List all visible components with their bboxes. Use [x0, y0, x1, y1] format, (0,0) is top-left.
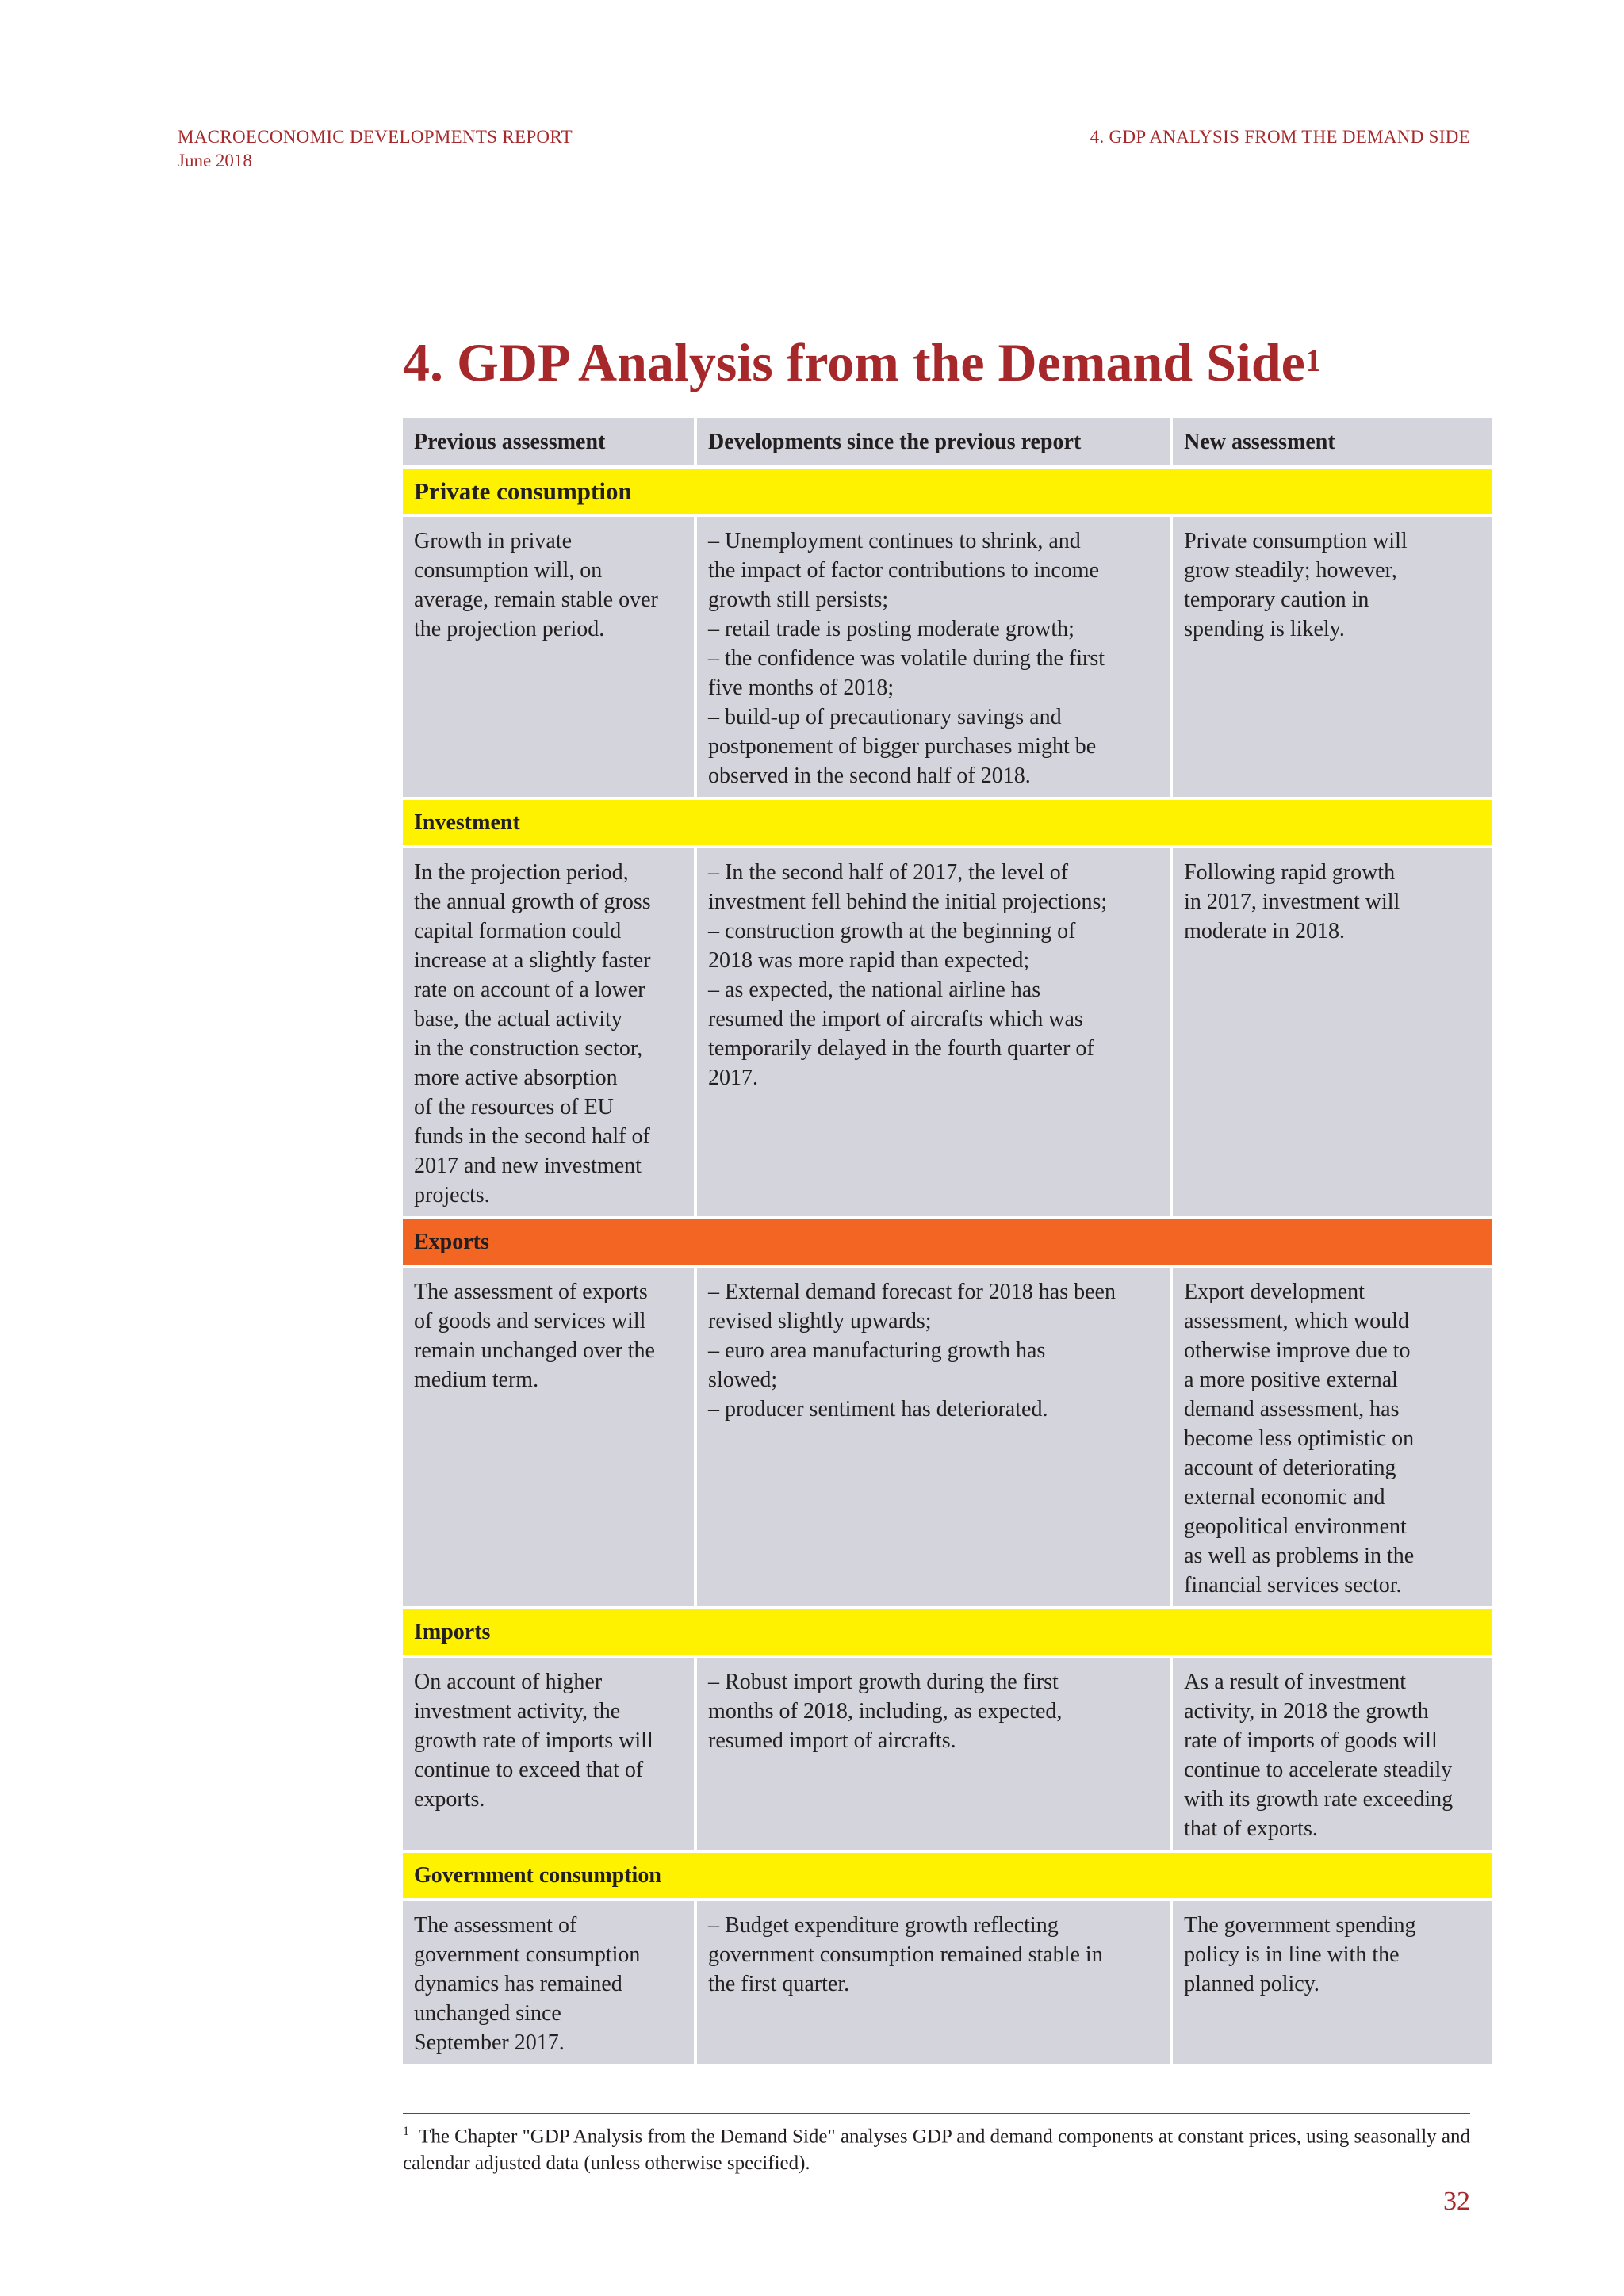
cell-text-line: in 2017, investment will [1184, 890, 1400, 914]
cell-text-line: Following rapid growth [1184, 860, 1396, 885]
cell-text-line: September 2017. [414, 2030, 565, 2055]
running-header-left [178, 125, 573, 173]
cell-text-line: revised slightly upwards; [708, 1309, 932, 1334]
cell-text-line: remain unchanged over the [414, 1338, 655, 1363]
cell-text-line: Growth in private [414, 529, 573, 553]
cell-text-line: – Budget expenditure growth reflecting [708, 1913, 1059, 1938]
section-title: Exports [403, 1219, 1492, 1265]
cell-text-line: the projection period. [414, 617, 605, 641]
cell-text-line: rate of imports of goods will [1184, 1728, 1438, 1753]
cell-text-line: otherwise improve due to [1184, 1338, 1411, 1363]
cell-text-line: The assessment of exports [414, 1280, 648, 1304]
table-row [403, 1901, 1492, 2064]
cell-text-line: temporarily delayed in the fourth quarter of [708, 1036, 1094, 1061]
cell-new-investment [1173, 848, 1492, 1216]
cell-text-line: unchanged since [414, 2001, 561, 2026]
cell-text-line: – euro area manufacturing growth has [708, 1338, 1046, 1363]
column-header-new: New assessment [1173, 418, 1492, 465]
running-header-right [1090, 125, 1470, 149]
cell-text-line: capital formation could [414, 919, 622, 943]
page-title [403, 327, 1321, 398]
report-title: MACROECONOMIC DEVELOPMENTS REPORT [178, 127, 573, 147]
cell-developments-private-consumption [697, 517, 1170, 797]
cell-text-line: exports. [414, 1787, 485, 1812]
cell-text-line: – build-up of precautionary savings and [708, 705, 1062, 729]
cell-text-line: increase at a slightly faster [414, 948, 651, 973]
page-title-text: 4. GDP Analysis from the Demand Side [403, 332, 1305, 392]
cell-text-line: months of 2018, including, as expected, [708, 1699, 1063, 1724]
cell-text-line: that of exports. [1184, 1816, 1318, 1841]
cell-text-line: continue to accelerate steadily [1184, 1758, 1453, 1782]
cell-previous-investment [403, 848, 694, 1216]
cell-new-exports [1173, 1268, 1492, 1606]
cell-previous-exports [403, 1268, 694, 1606]
cell-text-line: rate on account of a lower [414, 978, 645, 1002]
cell-text-line: in the construction sector, [414, 1036, 643, 1061]
cell-new-imports [1173, 1658, 1492, 1850]
footnote-marker: 1 [403, 2125, 409, 2138]
cell-text-line: resumed import of aircrafts. [708, 1728, 956, 1753]
section-row-investment [403, 800, 1492, 845]
cell-developments-government-consumption [697, 1901, 1170, 2064]
footnote-text: The Chapter "GDP Analysis from the Demand Side" analyses GDP and demand components at constant prices, using seasonally and calendar adjusted data (unless otherwise specified). [403, 2126, 1470, 2175]
cell-text-line: – External demand forecast for 2018 has been [708, 1280, 1116, 1304]
cell-previous-government-consumption [403, 1901, 694, 2064]
cell-text-line: grow steadily; however, [1184, 558, 1397, 583]
cell-text-line: The government spending [1184, 1913, 1416, 1938]
cell-text-line: the impact of factor contributions to income [708, 558, 1100, 583]
cell-text-line: 2017 and new investment [414, 1154, 642, 1178]
table-body [403, 469, 1492, 2064]
cell-text-line: investment activity, the [414, 1699, 621, 1724]
cell-text-line: financial services sector. [1184, 1573, 1402, 1598]
cell-text-line: investment fell behind the initial projections; [708, 890, 1108, 914]
footnote-rule [403, 2113, 1470, 2114]
cell-developments-exports [697, 1268, 1170, 1606]
cell-text-line: consumption will, on [414, 558, 603, 583]
cell-text-line: – Robust import growth during the first [708, 1670, 1059, 1694]
table-header-row [403, 418, 1492, 465]
column-header-previous: Previous assessment [403, 418, 694, 465]
cell-text-line: – construction growth at the beginning of [708, 919, 1076, 943]
cell-text-line: postponement of bigger purchases might be [708, 734, 1097, 759]
cell-text-line: planned policy. [1184, 1972, 1320, 1996]
cell-text-line: – In the second half of 2017, the level of [708, 860, 1069, 885]
cell-text-line: 2017. [708, 1066, 759, 1090]
chapter-label: 4. GDP ANALYSIS FROM THE DEMAND SIDE [1090, 127, 1470, 147]
cell-text-line: Export development [1184, 1280, 1365, 1304]
cell-new-government-consumption [1173, 1901, 1492, 2064]
cell-developments-imports [697, 1658, 1170, 1850]
section-title: Investment [403, 800, 1492, 845]
table-row [403, 517, 1492, 797]
cell-text-line: – as expected, the national airline has [708, 978, 1041, 1002]
cell-previous-imports [403, 1658, 694, 1850]
cell-text-line: spending is likely. [1184, 617, 1345, 641]
section-title: Imports [403, 1609, 1492, 1655]
cell-text-line: of the resources of EU [414, 1095, 614, 1119]
report-date: June 2018 [178, 151, 252, 170]
cell-text-line: government consumption remained stable in [708, 1942, 1103, 1967]
cell-text-line: medium term. [414, 1368, 539, 1392]
cell-new-private-consumption [1173, 517, 1492, 797]
section-title: Private consumption [403, 469, 1492, 514]
cell-text-line: Private consumption will [1184, 529, 1408, 553]
cell-text-line: external economic and [1184, 1485, 1385, 1510]
cell-text-line: On account of higher [414, 1670, 603, 1694]
cell-text-line: base, the actual activity [414, 1007, 622, 1031]
cell-text-line: demand assessment, has [1184, 1397, 1400, 1422]
cell-text-line: continue to exceed that of [414, 1758, 644, 1782]
cell-text-line: the annual growth of gross [414, 890, 651, 914]
title-footnote-marker: 1 [1304, 342, 1321, 378]
cell-text-line: become less optimistic on [1184, 1426, 1415, 1451]
cell-text-line: policy is in line with the [1184, 1942, 1400, 1967]
cell-text-line: As a result of investment [1184, 1670, 1407, 1694]
cell-text-line: government consumption [414, 1942, 641, 1967]
cell-text-line: geopolitical environment [1184, 1514, 1407, 1539]
cell-text-line: – the confidence was volatile during the first [708, 646, 1105, 671]
cell-previous-private-consumption [403, 517, 694, 797]
table-row [403, 1268, 1492, 1606]
section-title: Government consumption [403, 1853, 1492, 1898]
cell-text-line: growth rate of imports will [414, 1728, 653, 1753]
cell-text-line: moderate in 2018. [1184, 919, 1346, 943]
cell-text-line: projects. [414, 1183, 490, 1207]
cell-text-line: 2018 was more rapid than expected; [708, 948, 1030, 973]
cell-text-line: – retail trade is posting moderate growth; [708, 617, 1074, 641]
section-row-government-consumption [403, 1853, 1492, 1898]
cell-text-line: account of deteriorating [1184, 1456, 1396, 1480]
section-row-private-consumption [403, 469, 1492, 514]
cell-text-line: five months of 2018; [708, 675, 894, 700]
cell-text-line: the first quarter. [708, 1972, 850, 1996]
cell-text-line: more active absorption [414, 1066, 618, 1090]
page-number: 32 [1443, 2187, 1470, 2216]
cell-developments-investment [697, 848, 1170, 1216]
cell-text-line: resumed the import of aircrafts which was [708, 1007, 1083, 1031]
cell-text-line: In the projection period, [414, 860, 629, 885]
cell-text-line: – producer sentiment has deteriorated. [708, 1397, 1048, 1422]
table-row [403, 1658, 1492, 1850]
cell-text-line: – Unemployment continues to shrink, and [708, 529, 1081, 553]
cell-text-line: of goods and services will [414, 1309, 646, 1334]
section-row-imports [403, 1609, 1492, 1655]
cell-text-line: slowed; [708, 1368, 778, 1392]
cell-text-line: temporary caution in [1184, 587, 1369, 612]
cell-text-line: with its growth rate exceeding [1184, 1787, 1454, 1812]
cell-text-line: as well as problems in the [1184, 1544, 1415, 1568]
cell-text-line: activity, in 2018 the growth [1184, 1699, 1429, 1724]
column-header-developments: Developments since the previous report [697, 418, 1170, 465]
cell-text-line: a more positive external [1184, 1368, 1398, 1392]
cell-text-line: observed in the second half of 2018. [708, 763, 1031, 788]
cell-text-line: assessment, which would [1184, 1309, 1409, 1334]
table-row [403, 848, 1492, 1216]
cell-text-line: The assessment of [414, 1913, 577, 1938]
cell-text-line: average, remain stable over [414, 587, 658, 612]
cell-text-line: funds in the second half of [414, 1124, 650, 1149]
section-row-exports [403, 1219, 1492, 1265]
footnote [403, 2118, 1470, 2177]
assessment-table [400, 415, 1496, 2067]
cell-text-line: dynamics has remained [414, 1972, 622, 1996]
cell-text-line: growth still persists; [708, 587, 889, 612]
